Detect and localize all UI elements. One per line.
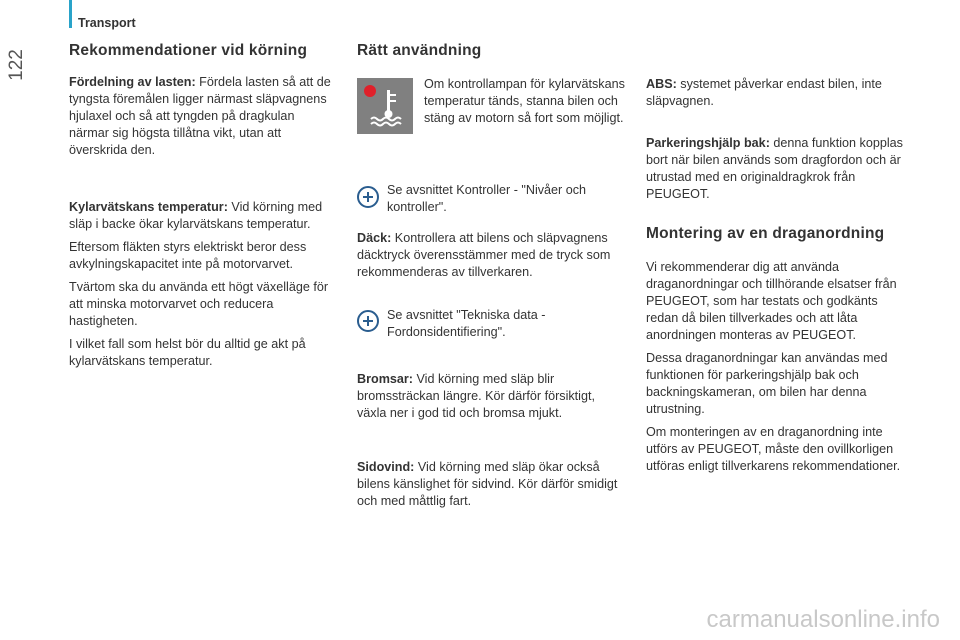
paragraph-brakes: Bromsar: Vid körning med släp blir bromssträckan längre. Kör därför försiktigt, växla ner i god tid och bromsa mjukt. [357,372,595,420]
paragraph-towbar-installation: Om monteringen av en draganordning inte utförs av PEUGEOT, måste den ovillkorligen utföras enligt tillverkarens rekommendationer. [646,425,901,473]
paragraph-watch-temperature: I vilket fall som helst bör du alltid ge akt på kylarvätskans temperatur. [69,337,306,368]
section-heading-recommendations: Rekommendationer vid körning [69,42,308,59]
page-number: 122 [6,49,27,81]
paragraph-tyres: Däck: Kontrollera att bilens och släpvagnens däcktryck överensstämmer med de tryck som rekommenderas av tillverkaren. [357,231,611,279]
paragraph-abs: ABS: systemet påverkar endast bilen, inte släpvagnen. [646,77,882,108]
chapter-bar [69,0,72,28]
paragraph-fan: Eftersom fläkten styrs elektriskt beror dess avkylningskapacitet inte på motorvarvet. [69,240,307,271]
section-heading-correct-use: Rätt användning [357,42,482,59]
chapter-title: Transport [78,16,136,30]
warning-lamp-text: Om kontrollampan för kylarvätskans temperatur tänds, stanna bilen och stäng av motorn så fort som möjligt. [424,77,625,125]
reference-levels: Se avsnittet Kontroller - "Nivåer och kontroller". [387,183,587,214]
paragraph-gear: Tvärtom ska du använda ett högt växelläge för att minska motorvarvet och reducera hastigheten. [69,280,329,328]
reference-plus-icon [357,186,379,208]
watermark: carmanualsonline.info [706,606,940,633]
paragraph-towbar-compatibility: Dessa draganordningar kan användas med funktionen för parkeringshjälp bak och backningskameran, om bilen har denna utrustning. [646,351,888,416]
paragraph-crosswind: Sidovind: Vid körning med släp ökar också bilens känslighet för sidvind. Kör därför smidigt och med måttlig fart. [357,460,618,508]
section-heading-towbar-fitting: Montering av en draganordning [646,225,885,242]
paragraph-parking-assist: Parkeringshjälp bak: denna funktion kopplas bort när bilen används som dragfordon och är utrustad med en originaldragkrok från PEUGEOT. [646,136,903,201]
column-2 [357,42,632,522]
paragraph-towbar-recommendation: Vi rekommenderar dig att använda draganordningar och tillhörande elsatser från PEUGEOT, som har testats och godkänts redan då bilen tillverkades och att låta anordningen monteras av PEUGEOT. [646,260,897,342]
reference-technical-data: Se avsnittet "Tekniska data - Fordonsidentifiering". [387,308,546,339]
reference-plus-icon [357,310,379,332]
coolant-warning-icon [357,78,413,134]
column-1 [69,42,331,370]
paragraph-coolant-temperature: Kylarvätskans temperatur: Vid körning med släp i backe ökar kylarvätskans temperatur. [69,200,323,231]
column-3 [646,76,911,475]
paragraph-load-distribution: Fördelning av lasten: Fördela lasten så att de tyngsta föremålen ligger närmast släpvagnens hjulaxel och så att tyngden på dragkulan närmar sig högsta tillåtna vikt, utan att överskrida den. [69,75,331,157]
